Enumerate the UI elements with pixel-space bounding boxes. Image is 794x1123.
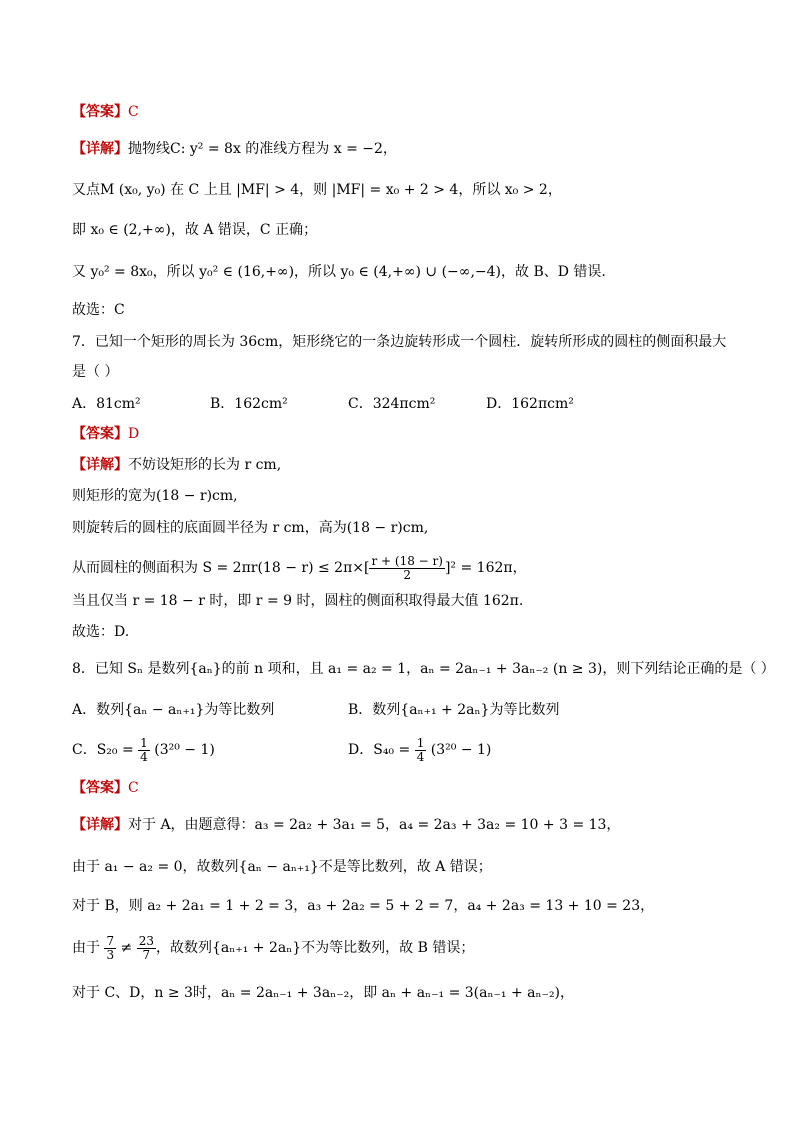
q8-option-d: D．S₄₀ = $\frac{1}{4}$ (3²⁰ − 1) xyxy=(348,735,492,764)
q8-detail-line-4: 由于 $\frac{7}{3}$ ≠ $\frac{23}{7}$ ，故数列{aₙ₊₁ + 2aₙ}不为等比数列，故 B 错误； xyxy=(72,933,475,962)
q7-formula-line: 从而圆柱的侧面积为 S = 2πr(18 − r) ≤ 2π×[ $\frac{r + (18 - r)}{2}$ ]² = 162π， xyxy=(72,553,527,582)
q8-answer: C xyxy=(128,780,139,796)
q6-detail-line-4: 又 y₀² = 8x₀，所以 y₀² ∈ (16,+∞)，所以 y₀ ∈ (4,+∞) ∪ (−∞,−4)，故 B、D 错误. xyxy=(72,264,606,280)
q7-option-b: B．162cm² xyxy=(210,396,288,412)
q7-detail-line-1: 【详解】不妨设矩形的长为 r cm, xyxy=(72,457,282,473)
q8-detail-line-3: 对于 B，则 a₂ + 2a₁ = 1 + 2 = 3，a₃ + 2a₂ = 5 + 2 = 7，a₄ + 2a₃ = 13 + 10 = 23， xyxy=(72,898,655,914)
q8-stem: 8．已知 Sₙ 是数列{aₙ}的前 n 项和，且 a₁ = a₂ = 1，aₙ = 2aₙ₋₁ + 3aₙ₋₂ (n ≥ 3)，则下列结论正确的是（ ） xyxy=(72,661,775,677)
q8-option-a: A．数列{aₙ − aₙ₊₁}为等比数列 xyxy=(72,702,275,718)
q7-stem-line-1: 7．已知一个矩形的周长为 36cm，矩形绕它的一条边旋转形成一个圆柱．旋转所形成的圆柱的侧面积最大 xyxy=(72,334,727,350)
q6-detail-line-3: 即 x₀ ∈ (2,+∞)，故 A 错误，C 正确； xyxy=(72,222,318,238)
answer-label: 答案 xyxy=(86,104,114,120)
q8-detail-line-2: 由于 a₁ − a₂ = 0，故数列{aₙ − aₙ₊₁}不是等比数列，故 A 错误； xyxy=(72,859,492,875)
q6-answer: C xyxy=(128,104,139,120)
q7-options xyxy=(72,394,722,414)
q7-formula-fraction: $\frac{r + (18 - r)}{2}$ xyxy=(371,553,443,582)
q7-answer-line: 【答案】D xyxy=(72,426,140,442)
q7-detail-line-3: 则旋转后的圆柱的底面圆半径为 r cm，高为(18 − r)cm, xyxy=(72,520,429,536)
q8-answer-line: 【答案】C xyxy=(72,780,139,796)
q7-conclusion: 故选：D. xyxy=(72,624,130,640)
q8-detail-line-5: 对于 C、D，n ≥ 3时，aₙ = 2aₙ₋₁ + 3aₙ₋₂，即 aₙ + aₙ₋₁ = 3(aₙ₋₁ + aₙ₋₂)， xyxy=(72,985,575,1001)
q8-detail-line-1: 【详解】对于 A，由题意得：a₃ = 2a₂ + 3a₁ = 5，a₄ = 2a₃ + 3a₂ = 10 + 3 = 13， xyxy=(72,817,621,833)
q6-detail-line-1: 【详解】抛物线C: y² = 8x 的准线方程为 x = −2， xyxy=(72,141,397,157)
q7-option-d: D．162πcm² xyxy=(486,396,574,412)
q7-equality-line: 当且仅当 r = 18 − r 时，即 r = 9 时，圆柱的侧面积取得最大值 162π. xyxy=(72,593,524,609)
q6-conclusion: 故选：C xyxy=(72,302,125,318)
q7-detail-line-2: 则矩形的宽为(18 − r)cm, xyxy=(72,488,238,504)
q8-options-row-2 xyxy=(72,736,722,764)
q7-option-c: C．324πcm² xyxy=(348,396,436,412)
q7-option-a: A．81cm² xyxy=(72,396,141,412)
q7-answer: D xyxy=(128,426,140,442)
q7-stem-line-2: 是（ ） xyxy=(72,364,119,380)
q8-options-row-1 xyxy=(72,700,722,720)
q6-detail-line-2: 又点M (x₀, y₀) 在 C 上且 |MF| > 4，则 |MF| = x₀ + 2 > 4，所以 x₀ > 2， xyxy=(72,182,562,198)
q8-option-c: C．S₂₀ = $\frac{1}{4}$ (3²⁰ − 1) xyxy=(72,735,215,764)
q8-option-b: B．数列{aₙ₊₁ + 2aₙ}为等比数列 xyxy=(348,702,560,718)
q6-answer-line: 【答案】C xyxy=(72,104,139,120)
